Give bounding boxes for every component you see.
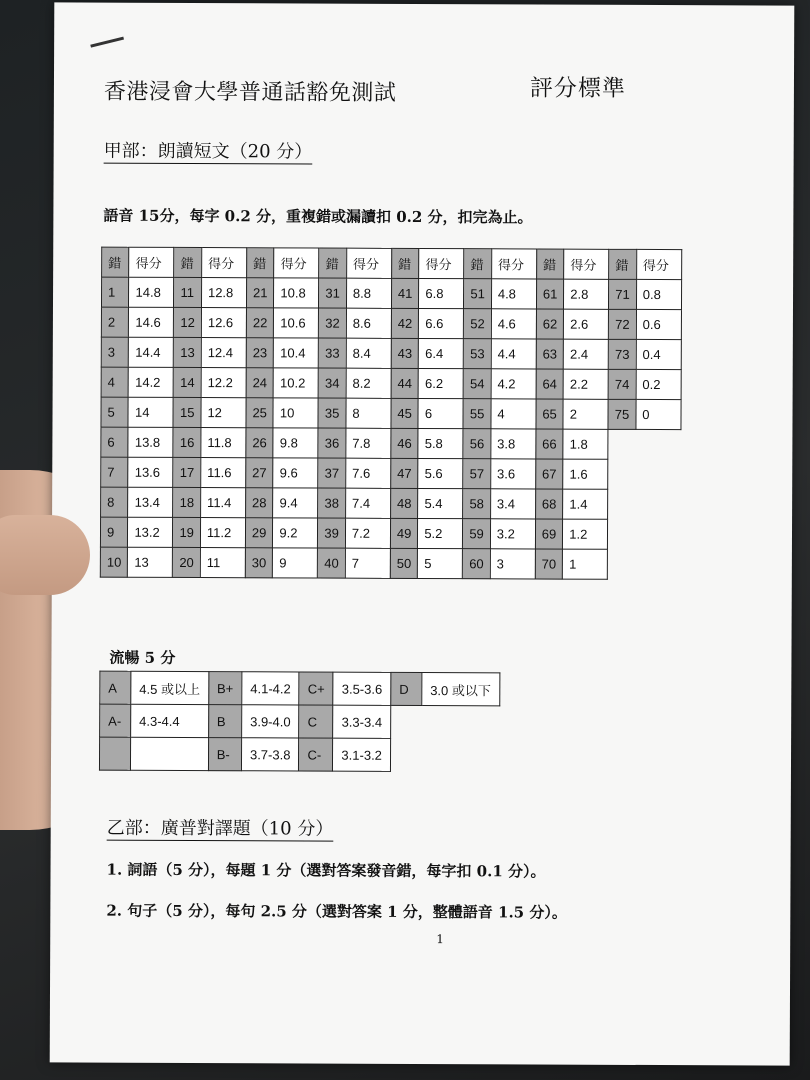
error-count-cell: 1 bbox=[101, 277, 129, 307]
fluency-range: 3.1-3.2 bbox=[333, 738, 391, 771]
score-cell: 14.2 bbox=[129, 367, 174, 397]
error-count-cell: 64 bbox=[536, 369, 564, 399]
empty-cell bbox=[608, 429, 681, 459]
fluency-row bbox=[100, 704, 500, 739]
thumb bbox=[0, 515, 90, 595]
score-cell: 5.6 bbox=[418, 458, 463, 488]
error-count-cell: 46 bbox=[391, 428, 419, 458]
error-count-cell: 70 bbox=[535, 549, 563, 579]
error-count-cell: 42 bbox=[391, 308, 419, 338]
score-cell: 13.4 bbox=[128, 487, 173, 517]
col-header-score: 得分 bbox=[636, 249, 681, 279]
error-count-cell: 25 bbox=[246, 398, 274, 428]
score-cell: 13 bbox=[128, 547, 173, 577]
col-header-score: 得分 bbox=[346, 248, 391, 278]
table-row bbox=[101, 427, 681, 460]
error-count-cell: 19 bbox=[173, 517, 201, 547]
score-cell: 7.2 bbox=[345, 518, 390, 548]
score-cell: 10 bbox=[273, 398, 318, 428]
part-b-item-2: 2. 句子（5 分），每句 2.5 分（選對答案 1 分，整體語音 1.5 分）。 bbox=[106, 901, 567, 922]
col-header-error: 錯 bbox=[464, 249, 492, 279]
col-header-error: 錯 bbox=[391, 248, 419, 278]
fluency-grade bbox=[99, 737, 130, 770]
error-count-cell: 28 bbox=[246, 488, 274, 518]
score-cell: 1 bbox=[563, 549, 608, 579]
score-cell: 5.8 bbox=[418, 428, 463, 458]
fluency-grade: B- bbox=[208, 738, 241, 771]
score-cell: 12.8 bbox=[201, 278, 246, 308]
score-cell: 12.6 bbox=[201, 308, 246, 338]
error-count-cell: 63 bbox=[536, 339, 564, 369]
error-count-cell: 8 bbox=[101, 487, 129, 517]
error-count-cell: 13 bbox=[174, 337, 202, 367]
error-count-cell: 26 bbox=[246, 428, 274, 458]
table-row bbox=[101, 367, 681, 400]
table-row bbox=[101, 397, 681, 430]
error-count-cell: 7 bbox=[101, 457, 129, 487]
error-count-cell: 53 bbox=[464, 339, 492, 369]
error-count-cell: 31 bbox=[319, 278, 347, 308]
score-cell: 3.8 bbox=[491, 429, 536, 459]
score-cell: 10.6 bbox=[274, 308, 319, 338]
error-count-cell: 49 bbox=[390, 518, 418, 548]
error-count-cell: 24 bbox=[246, 368, 274, 398]
score-cell: 14.6 bbox=[129, 307, 174, 337]
score-cell: 8.4 bbox=[346, 338, 391, 368]
error-count-cell: 15 bbox=[173, 397, 201, 427]
score-cell: 4 bbox=[491, 399, 536, 429]
page-number: 1 bbox=[436, 932, 444, 947]
score-cell: 6.2 bbox=[418, 368, 463, 398]
fluency-range: 3.5-3.6 bbox=[333, 672, 391, 705]
error-count-cell: 9 bbox=[100, 517, 128, 547]
score-cell: 0.2 bbox=[636, 369, 681, 399]
score-cell: 6.6 bbox=[419, 308, 464, 338]
score-cell: 8.2 bbox=[346, 368, 391, 398]
error-count-cell: 44 bbox=[391, 368, 419, 398]
fluency-range: 3.7-3.8 bbox=[241, 738, 299, 771]
score-cell: 10.8 bbox=[274, 278, 319, 308]
score-cell: 8.6 bbox=[346, 308, 391, 338]
score-cell: 2 bbox=[563, 399, 608, 429]
fluency-range: 3.0 或以下 bbox=[422, 673, 500, 706]
fluency-row bbox=[99, 737, 499, 772]
score-cell: 14.8 bbox=[129, 277, 174, 307]
score-cell: 7.4 bbox=[345, 488, 390, 518]
error-count-cell: 60 bbox=[463, 549, 491, 579]
error-count-cell: 16 bbox=[173, 427, 201, 457]
fluency-table bbox=[99, 671, 500, 773]
col-header-error: 錯 bbox=[609, 249, 637, 279]
document-title: 香港浸會大學普通話豁免測試 bbox=[103, 79, 397, 106]
error-count-cell: 55 bbox=[463, 399, 491, 429]
error-count-cell: 35 bbox=[318, 398, 346, 428]
fluency-row bbox=[100, 671, 500, 706]
error-count-cell: 52 bbox=[464, 309, 492, 339]
error-count-cell: 11 bbox=[174, 277, 202, 307]
fluency-grade: B bbox=[208, 705, 241, 738]
score-cell: 4.6 bbox=[491, 309, 536, 339]
error-count-cell: 67 bbox=[536, 459, 564, 489]
score-cell: 3.6 bbox=[491, 459, 536, 489]
error-count-cell: 41 bbox=[391, 278, 419, 308]
paper-sheet bbox=[50, 2, 795, 1065]
score-cell: 9.4 bbox=[273, 488, 318, 518]
score-cell: 10.2 bbox=[273, 368, 318, 398]
score-cell: 1.8 bbox=[563, 429, 608, 459]
error-count-cell: 75 bbox=[608, 399, 636, 429]
score-cell: 13.6 bbox=[128, 457, 173, 487]
empty-cell bbox=[608, 549, 681, 579]
fluency-grade: A- bbox=[100, 704, 131, 737]
error-count-cell: 6 bbox=[101, 427, 129, 457]
error-count-cell: 54 bbox=[463, 369, 491, 399]
error-count-cell: 48 bbox=[390, 488, 418, 518]
empty-cell bbox=[608, 459, 681, 489]
error-count-cell: 69 bbox=[535, 519, 563, 549]
error-count-cell: 66 bbox=[536, 429, 564, 459]
col-header-score: 得分 bbox=[491, 249, 536, 279]
error-count-cell: 65 bbox=[536, 399, 564, 429]
score-table bbox=[100, 247, 682, 581]
pronunciation-note: 語音 15分，每字 0.2 分，重複錯或漏讀扣 0.2 分，扣完為止。 bbox=[103, 206, 533, 227]
col-header-score: 得分 bbox=[564, 249, 609, 279]
score-cell: 7.8 bbox=[346, 428, 391, 458]
fluency-grade: C- bbox=[299, 738, 333, 771]
score-cell: 14 bbox=[128, 397, 173, 427]
error-count-cell: 17 bbox=[173, 457, 201, 487]
fluency-range: 3.9-4.0 bbox=[242, 705, 300, 738]
fluency-grade: D bbox=[391, 672, 422, 705]
error-count-cell: 29 bbox=[245, 518, 273, 548]
error-count-cell: 62 bbox=[536, 309, 564, 339]
part-a-heading: 甲部：朗讀短文（20 分） bbox=[103, 140, 313, 163]
score-cell: 8 bbox=[346, 398, 391, 428]
error-count-cell: 4 bbox=[101, 367, 129, 397]
col-header-score: 得分 bbox=[202, 248, 247, 278]
score-cell: 0 bbox=[636, 399, 681, 429]
table-row bbox=[101, 277, 681, 310]
error-count-cell: 20 bbox=[173, 547, 201, 577]
score-cell: 4.2 bbox=[491, 369, 536, 399]
error-count-cell: 5 bbox=[101, 397, 129, 427]
score-cell: 1.6 bbox=[563, 459, 608, 489]
fluency-heading: 流暢 5 分 bbox=[109, 648, 176, 667]
score-cell: 10.4 bbox=[274, 338, 319, 368]
error-count-cell: 71 bbox=[609, 279, 637, 309]
score-cell: 4.4 bbox=[491, 339, 536, 369]
score-cell: 0.4 bbox=[636, 339, 681, 369]
error-count-cell: 22 bbox=[246, 308, 274, 338]
error-count-cell: 61 bbox=[536, 279, 564, 309]
score-cell: 11.8 bbox=[201, 428, 246, 458]
score-cell: 9.2 bbox=[273, 518, 318, 548]
error-count-cell: 43 bbox=[391, 338, 419, 368]
score-cell: 2.4 bbox=[564, 339, 609, 369]
score-cell: 12 bbox=[201, 398, 246, 428]
score-cell: 2.2 bbox=[563, 369, 608, 399]
score-cell: 3.4 bbox=[490, 489, 535, 519]
error-count-cell: 59 bbox=[463, 519, 491, 549]
score-cell: 11.2 bbox=[200, 518, 245, 548]
table-row bbox=[101, 487, 681, 520]
fluency-range: 4.1-4.2 bbox=[242, 672, 300, 705]
error-count-cell: 74 bbox=[608, 369, 636, 399]
fluency-range: 4.3-4.4 bbox=[131, 704, 209, 737]
score-cell: 1.2 bbox=[563, 519, 608, 549]
error-count-cell: 2 bbox=[101, 307, 129, 337]
score-cell: 9.6 bbox=[273, 458, 318, 488]
score-cell: 1.4 bbox=[563, 489, 608, 519]
table-row bbox=[101, 337, 681, 370]
fluency-grade: B+ bbox=[208, 672, 241, 705]
score-cell: 3.2 bbox=[490, 519, 535, 549]
error-count-cell: 21 bbox=[246, 278, 274, 308]
error-count-cell: 32 bbox=[319, 308, 347, 338]
document-subtitle: 評分標準 bbox=[529, 75, 627, 102]
error-count-cell: 72 bbox=[609, 309, 637, 339]
col-header-score: 得分 bbox=[274, 248, 319, 278]
score-cell: 7.6 bbox=[346, 458, 391, 488]
col-header-score: 得分 bbox=[419, 248, 464, 278]
error-count-cell: 68 bbox=[535, 489, 563, 519]
table-row bbox=[100, 517, 680, 550]
score-cell: 0.6 bbox=[636, 309, 681, 339]
score-cell: 7 bbox=[345, 548, 390, 578]
col-header-error: 錯 bbox=[247, 248, 275, 278]
table-row bbox=[101, 457, 681, 490]
error-count-cell: 45 bbox=[391, 398, 419, 428]
error-count-cell: 12 bbox=[174, 307, 202, 337]
col-header-error: 錯 bbox=[319, 248, 347, 278]
score-cell: 2.6 bbox=[564, 309, 609, 339]
score-cell: 11.6 bbox=[201, 458, 246, 488]
fluency-range: 4.5 或以上 bbox=[131, 671, 209, 704]
fluency-range bbox=[130, 737, 208, 770]
fluency-grade: C bbox=[299, 705, 333, 738]
fluency-grade: C+ bbox=[299, 672, 333, 705]
error-count-cell: 58 bbox=[463, 489, 491, 519]
error-count-cell: 3 bbox=[101, 337, 129, 367]
error-count-cell: 27 bbox=[246, 458, 274, 488]
pencil-mark bbox=[90, 37, 124, 48]
score-cell: 12.2 bbox=[201, 368, 246, 398]
score-cell: 0.8 bbox=[636, 279, 681, 309]
score-cell: 11.4 bbox=[201, 488, 246, 518]
fluency-grade: A bbox=[100, 671, 131, 704]
col-header-error: 錯 bbox=[102, 247, 130, 277]
empty-cell bbox=[608, 489, 681, 519]
error-count-cell: 14 bbox=[174, 367, 202, 397]
error-count-cell: 47 bbox=[391, 458, 419, 488]
table-row bbox=[101, 307, 681, 340]
score-cell: 2.8 bbox=[564, 279, 609, 309]
part-b-item-1: 1. 詞語（5 分），每題 1 分（選對答案發音錯，每字扣 0.1 分）。 bbox=[106, 860, 546, 881]
error-count-cell: 38 bbox=[318, 488, 346, 518]
error-count-cell: 33 bbox=[319, 338, 347, 368]
col-header-error: 錯 bbox=[536, 249, 564, 279]
error-count-cell: 40 bbox=[318, 548, 346, 578]
error-count-cell: 51 bbox=[464, 279, 492, 309]
score-cell: 3 bbox=[490, 549, 535, 579]
score-cell: 14.4 bbox=[129, 337, 174, 367]
error-count-cell: 37 bbox=[318, 458, 346, 488]
score-cell: 5.2 bbox=[418, 518, 463, 548]
fluency-range: 3.3-3.4 bbox=[333, 705, 391, 738]
error-count-cell: 57 bbox=[463, 459, 491, 489]
error-count-cell: 18 bbox=[173, 487, 201, 517]
table-row bbox=[100, 547, 680, 580]
score-cell: 12.4 bbox=[201, 338, 246, 368]
score-cell: 13.2 bbox=[128, 517, 173, 547]
error-count-cell: 23 bbox=[246, 338, 274, 368]
error-count-cell: 36 bbox=[318, 428, 346, 458]
empty-cell bbox=[608, 519, 681, 549]
error-count-cell: 50 bbox=[390, 548, 418, 578]
score-cell: 8.8 bbox=[346, 278, 391, 308]
error-count-cell: 34 bbox=[318, 368, 346, 398]
score-cell: 9 bbox=[273, 548, 318, 578]
score-cell: 5.4 bbox=[418, 488, 463, 518]
score-cell: 11 bbox=[200, 548, 245, 578]
error-count-cell: 39 bbox=[318, 518, 346, 548]
error-count-cell: 56 bbox=[463, 429, 491, 459]
col-header-error: 錯 bbox=[174, 247, 202, 277]
score-cell: 6.8 bbox=[419, 278, 464, 308]
score-cell: 5 bbox=[418, 548, 463, 578]
score-cell: 6 bbox=[418, 398, 463, 428]
part-b-heading: 乙部：廣普對譯題（10 分） bbox=[106, 817, 334, 840]
error-count-cell: 73 bbox=[609, 339, 637, 369]
col-header-score: 得分 bbox=[129, 247, 174, 277]
score-cell: 9.8 bbox=[273, 428, 318, 458]
score-cell: 4.8 bbox=[491, 279, 536, 309]
error-count-cell: 30 bbox=[245, 548, 273, 578]
score-cell: 6.4 bbox=[419, 338, 464, 368]
error-count-cell: 10 bbox=[100, 547, 128, 577]
score-cell: 13.8 bbox=[128, 427, 173, 457]
